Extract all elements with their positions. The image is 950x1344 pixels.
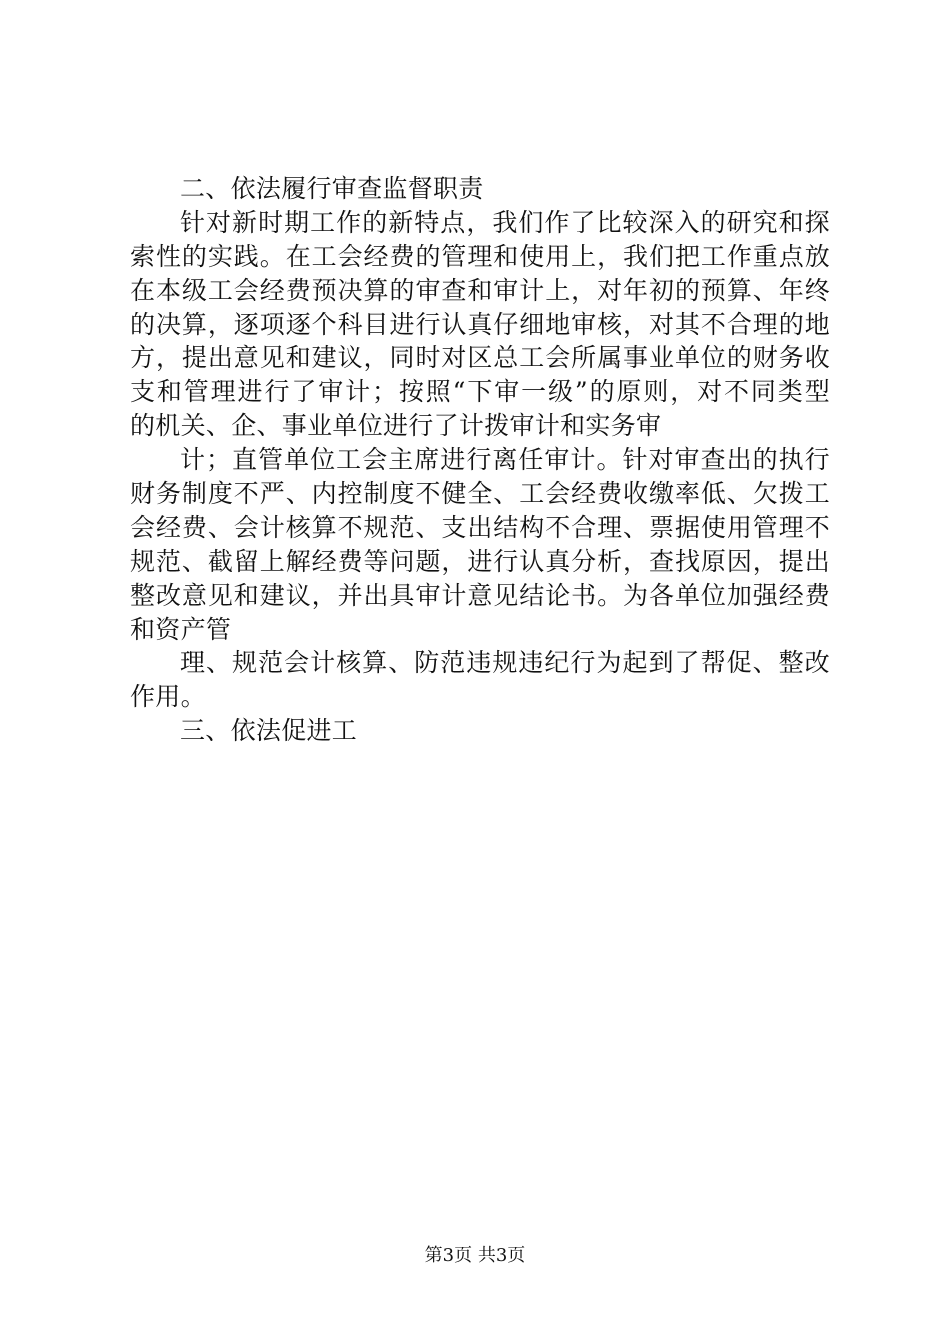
paragraph-line: 和资产管 bbox=[130, 614, 232, 644]
paragraph-line: 索性的实践。在工会经费的管理和使用上，我们把工作重点放 bbox=[130, 241, 830, 271]
paragraph-line: 的决算，逐项逐个科目进行认真仔细地审核，对其不合理的地 bbox=[130, 309, 830, 339]
paragraph-line: 作用。 bbox=[130, 682, 206, 712]
paragraph-line: 针对新时期工作的新特点，我们作了比较深入的研究和探 bbox=[180, 207, 830, 237]
paragraph-line: 在本级工会经费预决算的审查和审计上，对年初的预算、年终 bbox=[130, 275, 830, 305]
document-body bbox=[130, 172, 830, 748]
paragraph-line: 财务制度不严、内控制度不健全、工会经费收缴率低、欠拨工 bbox=[130, 479, 830, 509]
paragraph-line: 规范、截留上解经费等问题，进行认真分析，查找原因，提出 bbox=[130, 546, 830, 576]
page-number-footer: 第3页 共3页 bbox=[424, 1245, 526, 1266]
paragraph-line: 整改意见和建议，并出具审计意见结论书。为各单位加强经费 bbox=[130, 580, 830, 610]
paragraph-line: 理、规范会计核算、防范违规违纪行为起到了帮促、整改 bbox=[180, 648, 830, 678]
paragraph-line: 会经费、会计核算不规范、支出结构不合理、票据使用管理不 bbox=[130, 512, 830, 542]
paragraph-line: 的机关、企、事业单位进行了计拨审计和实务审 bbox=[130, 411, 662, 441]
section-heading-3: 三、依法促进工 bbox=[180, 716, 358, 746]
paragraph-line: 方，提出意见和建议，同时对区总工会所属事业单位的财务收 bbox=[130, 343, 830, 373]
paragraph-line: 支和管理进行了审计；按照“下审一级”的原则，对不同类型 bbox=[130, 377, 830, 407]
paragraph-line: 计；直管单位工会主席进行离任审计。针对审查出的执行 bbox=[180, 445, 830, 475]
section-heading-2: 二、依法履行审查监督职责 bbox=[180, 174, 484, 203]
